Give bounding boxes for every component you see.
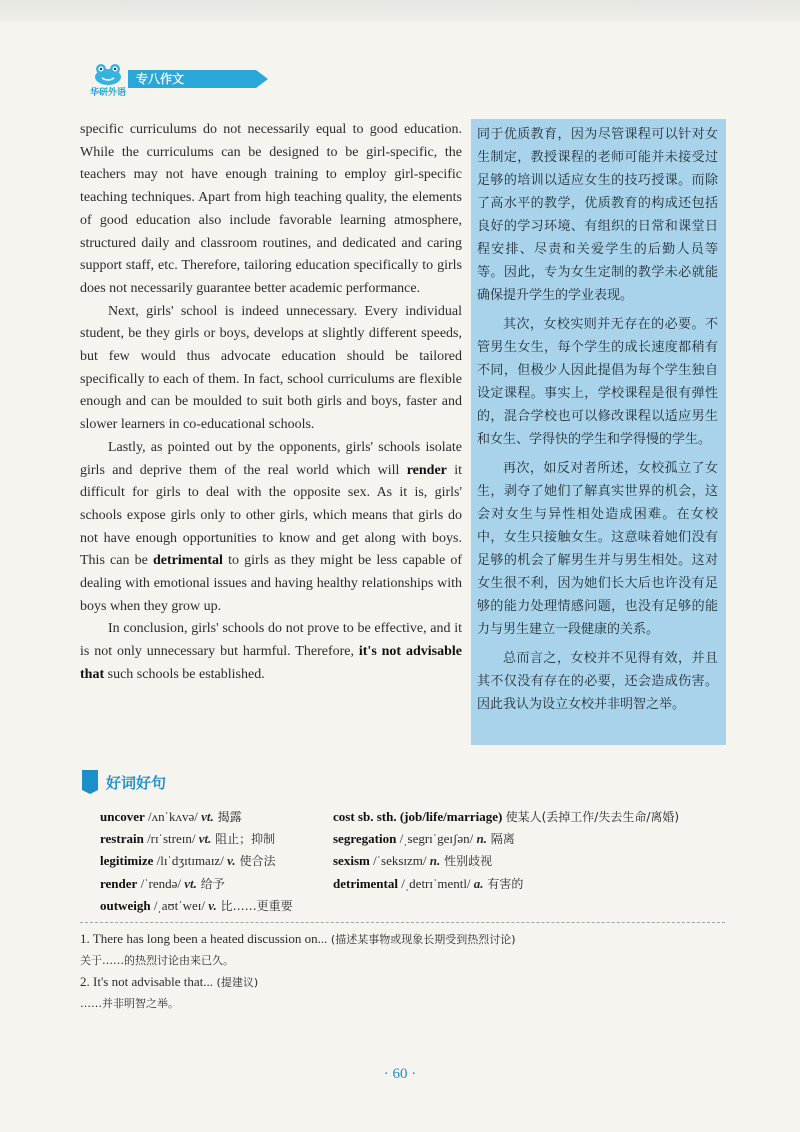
- sentence-item: [80, 928, 730, 950]
- vocab-word: cost sb. sth. (job/life/marriage): [333, 809, 503, 824]
- vocab-meaning: 揭露: [213, 810, 242, 824]
- vocab-word: uncover: [100, 809, 145, 824]
- section-tag: 专八作文: [128, 70, 256, 88]
- english-essay: [80, 119, 462, 687]
- highlight-word: detrimental: [152, 553, 223, 569]
- vocab-word: segregation: [333, 831, 397, 847]
- vocab-list-right: [333, 806, 753, 895]
- vocab-word: outweigh: [100, 897, 151, 913]
- frog-logo-icon: [92, 62, 124, 86]
- vocab-pos: v.: [208, 897, 217, 913]
- vocab-item: [100, 895, 330, 917]
- chinese-translation-box: [471, 119, 726, 745]
- chinese-paragraph-2: 其次，女校实则并无存在的必要。不管男生女生，每个学生的成长速度都稍有不同，但极少人因此提倡为每个学生独自设定课程。事实上，学校课程是很有弹性的，混合学校也可以修改课程以适应男生和女生、学得快的学生和学得慢的学生。: [477, 317, 718, 447]
- english-paragraph-2: Next, girls' school is indeed unnecessary. Every individual student, be they girls or boys, develops at slightly different speeds, but few would thus advocate education should be tailored specifically to each of them. In fact, school curriculums are flexible enough and can be moulded to suit both girls and boys, faster and slower learners in co-educational schools.: [80, 303, 462, 433]
- bookmark-icon: [80, 770, 100, 794]
- sentence-translation: 关于……的热烈讨论由来已久。: [80, 954, 234, 967]
- vocab-item: [100, 806, 330, 828]
- vocab-meaning: 有害的: [483, 876, 524, 891]
- vocab-item: [100, 828, 330, 850]
- highlight-phrase: it's not advisable that: [80, 644, 462, 682]
- vocab-word: render: [100, 875, 138, 891]
- text-run: Lastly, as pointed out by the opponents, girls' schools isolate girls and deprive them of the real world which will: [80, 439, 462, 478]
- useful-sentences: [80, 928, 730, 1014]
- vocab-phonetic: /rɪˈstreɪn/: [143, 831, 199, 847]
- chinese-paragraph-3: 再次，如反对者所述，女校孤立了女生，剥夺了她们了解真实世界的机会，这会对女生与异性相处造成困难。在女校中，女生只接触女生。这意味着她们没有足够的机会了解男生并与男生相处。这对女生很不利，因为她们长大后也许没有足够的能力处理情感问题，也没有足够的能力与男生建立一段健康的关系。: [477, 461, 718, 637]
- vocab-meaning: 使某人(丢掉工作/失去生命/离婚): [505, 810, 680, 824]
- vocab-meaning: 使合法: [235, 854, 276, 869]
- text-run: such schools be established.: [104, 666, 265, 682]
- chinese-paragraph-4: 总而言之，女校并不见得有效，并且其不仅没有存在的必要，还会造成伤害。因此我认为设立女校并非明智之举。: [477, 651, 718, 712]
- vocab-meaning: 隔离: [486, 832, 515, 847]
- vocab-meaning: 阻止；抑制: [211, 832, 276, 847]
- vocab-phonetic: /ˌdetrɪˈmentl/: [397, 875, 474, 891]
- vocab-phonetic: /lɪˈdʒɪtɪmaɪz/: [153, 853, 228, 869]
- sentence-english: 1. There has long been a heated discussion on...: [80, 931, 328, 946]
- text-run: In conclusion, girls' schools do not prove to be effective, and it is not only unnecessary but harmful. Therefore,: [80, 621, 462, 660]
- vocab-pos: v.: [227, 853, 236, 869]
- sentence-note: (描述某事物或现象长期受到热烈讨论): [327, 933, 516, 946]
- vocab-pos: n.: [429, 853, 441, 869]
- vocab-pos: n.: [476, 831, 487, 847]
- vocab-phonetic: /ˈseksɪzm/: [369, 853, 430, 869]
- vocab-item: [333, 873, 753, 895]
- sentence-translation: ……并非明智之举。: [80, 997, 179, 1010]
- vocab-word: restrain: [100, 831, 144, 847]
- vocab-list-left: [100, 806, 330, 917]
- vocab-word: detrimental: [333, 875, 398, 891]
- vocab-word: legitimize: [100, 853, 154, 869]
- vocab-title: 好词好句: [106, 774, 167, 792]
- vocab-pos: a.: [473, 875, 484, 891]
- english-paragraph-3: [80, 437, 462, 619]
- vocab-item: [333, 806, 753, 828]
- text-run: it difficult for girls to deal with the opposite sex. As it is, girls' schools expose girls only to other girls, which means that girls do not have enough opportunities to know and get along with boys. This can be: [80, 462, 462, 569]
- text-run: to girls as they might be less capable of dealing with emotional issues and having healthy relationships with boys when they grow up.: [80, 553, 463, 614]
- vocab-meaning: 比……更重要: [216, 898, 293, 913]
- top-decorative-stripe: [0, 0, 800, 22]
- vocab-item: [333, 850, 753, 872]
- dashed-divider: [80, 922, 725, 923]
- vocab-pos: vt.: [184, 875, 197, 891]
- vocab-item: [333, 828, 753, 850]
- logo-text: 华研外语: [89, 88, 126, 98]
- english-paragraph-1: specific curriculums do not necessarily equal to good education. While the curriculums can be designed to be girl-specific, the teachers may not have enough training to employ girl-specific teaching techniques. Apart from high teaching quality, the elements of good education also include favorable learning atmosphere, structured daily and classroom routines, and dedicated and caring support staff, etc. Therefore, tailoring education specifically to girls does not necessarily guarantee better academic performance.: [80, 122, 462, 296]
- vocab-pos: vt.: [201, 809, 214, 824]
- vocab-pos: vt.: [198, 831, 212, 847]
- highlight-word: render: [406, 462, 447, 478]
- english-paragraph-4: [80, 618, 462, 686]
- vocab-meaning: 性别歧视: [440, 854, 493, 869]
- sentence-note: (提建议): [213, 976, 259, 989]
- sentence-english: 2. It's not advisable that...: [80, 974, 214, 989]
- page-number: · 60 ·: [383, 1066, 417, 1082]
- vocab-phonetic: /ʌnˈkʌvə/: [144, 809, 202, 824]
- chinese-paragraph-1: 同于优质教育，因为尽管课程可以针对女生制定，教授课程的老师可能并未接受过足够的培训以适应女生的技巧授课。而除了高水平的教学，优质教育的构成还包括良好的学习环境、有组织的日常和课堂日程安排、尽责和关爱学生的后勤人员等等。因此，专为女生定制的教学未必就能确保提升学生的学业表现。: [477, 127, 718, 303]
- vocab-phonetic: /ˈrendə/: [137, 875, 185, 891]
- vocab-phonetic: /ˌsegrɪˈgeɪʃən/: [396, 831, 477, 847]
- vocab-item: [100, 850, 330, 872]
- vocab-meaning: 给予: [196, 876, 225, 891]
- sentence-item: [80, 971, 730, 993]
- vocab-item: [100, 873, 330, 895]
- vocab-phonetic: /ˌaʊtˈweɪ/: [150, 897, 209, 913]
- vocab-word: sexism: [333, 853, 370, 869]
